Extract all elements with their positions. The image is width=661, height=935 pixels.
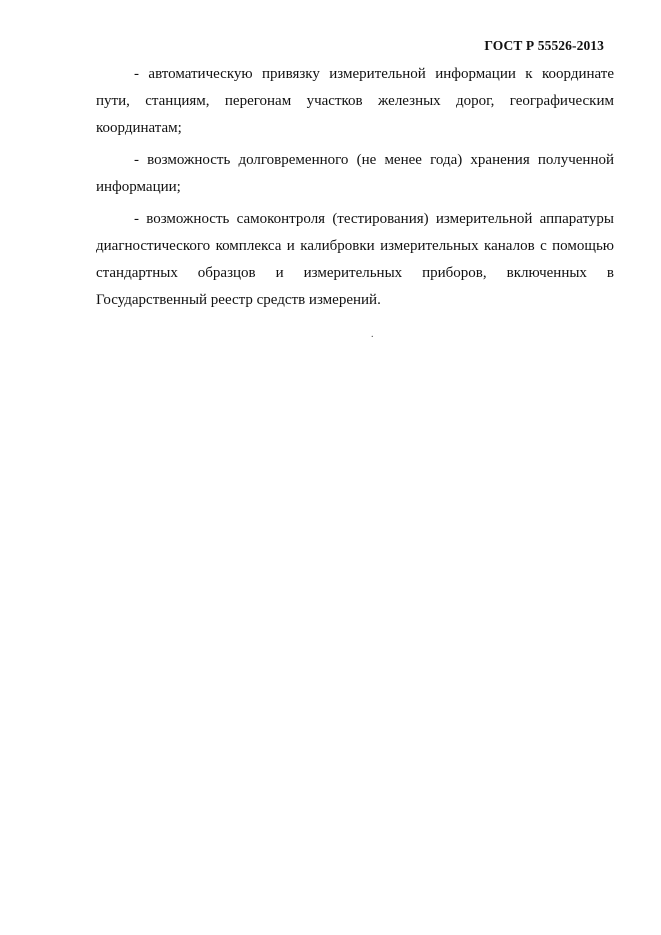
document-number: ГОСТ Р 55526-2013	[484, 38, 604, 53]
requirements-list	[96, 61, 614, 319]
stray-dot: .	[371, 329, 374, 340]
list-item: - автоматическую привязку измерительной информации к координате пути, станциям, перегонам участков железных дорог, географическим координатам;	[96, 66, 614, 136]
list-item: - возможность самоконтроля (тестирования) измерительной аппаратуры диагностического комплекса и калибровки измерительных каналов с помощью стандартных образцов и измерительных приборов, включенных в Государственный реестр средств измерений.	[96, 211, 614, 308]
list-item: - возможность долговременного (не менее года) хранения полученной информации;	[96, 152, 614, 195]
